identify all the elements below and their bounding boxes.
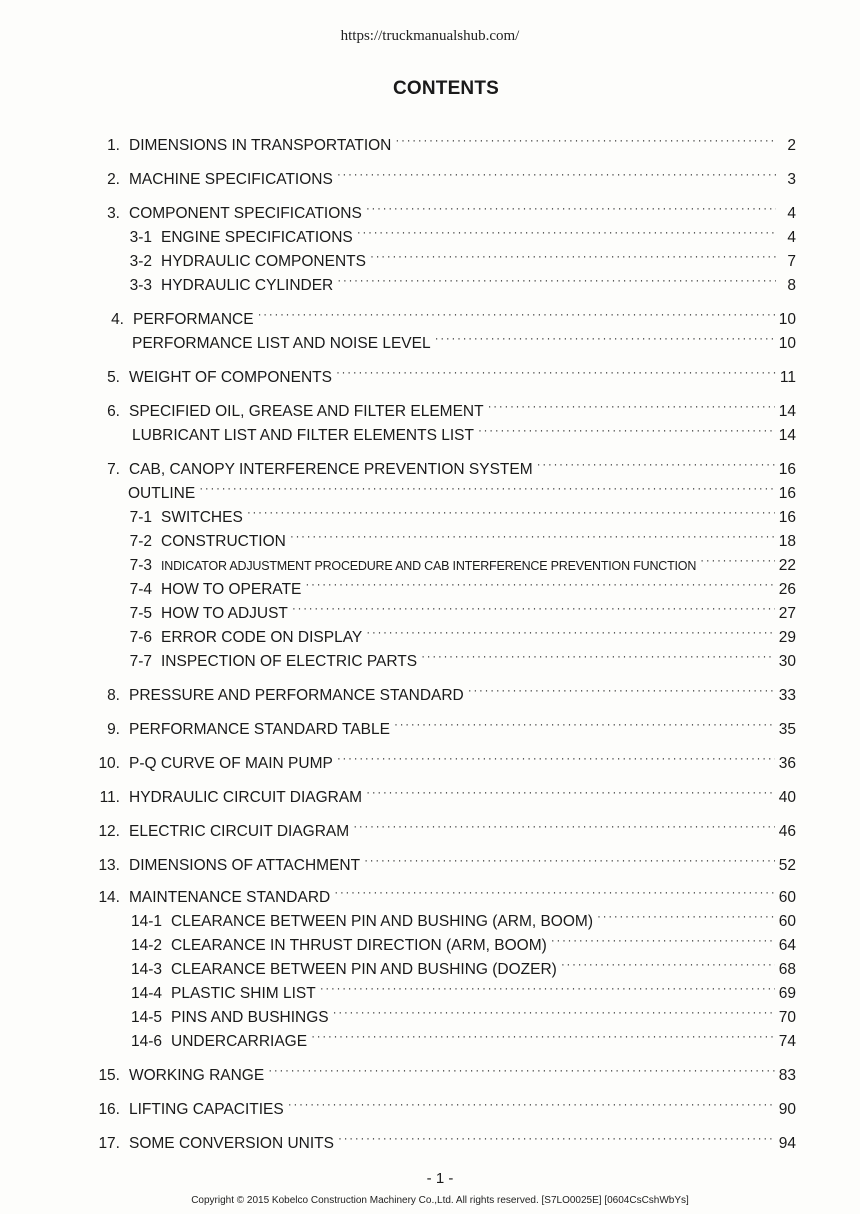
toc-entry-title: UNDERCARRIAGE [171, 1033, 308, 1050]
toc-entry[interactable] [128, 270, 796, 296]
toc-entry-page: 69 [778, 985, 796, 1002]
dot-leader [247, 502, 775, 522]
toc-entry-title: ELECTRIC CIRCUIT DIAGRAM [129, 823, 350, 840]
toc-entry[interactable] [130, 906, 796, 932]
toc-entry-title: CLEARANCE IN THRUST DIRECTION (ARM, BOOM) [171, 937, 547, 954]
toc-entry-number: 3-3 [129, 277, 152, 294]
toc-entry-number: 14-1 [130, 913, 162, 930]
toc-entry-page: 33 [778, 687, 796, 704]
toc-entry[interactable] [128, 246, 796, 272]
toc-entry-page: 30 [778, 653, 796, 670]
toc-entry-title: LUBRICANT LIST AND FILTER ELEMENTS LIST [132, 427, 474, 444]
toc-entry-number: 7-4 [129, 581, 152, 598]
toc-entry-title: ENGINE SPECIFICATIONS [161, 229, 353, 246]
toc-entry[interactable] [128, 646, 796, 672]
toc-entry[interactable] [130, 978, 796, 1004]
dot-leader [435, 328, 775, 348]
toc-entry-title: CONSTRUCTION [161, 533, 286, 550]
toc-entry[interactable] [96, 1094, 796, 1120]
toc-entry-number: 1. [107, 137, 120, 154]
toc-entry-number: 5. [107, 369, 120, 386]
toc-entry[interactable] [104, 304, 796, 330]
toc-entry[interactable] [128, 526, 796, 552]
toc-entry-number: 2. [107, 171, 120, 188]
toc-entry-title: HOW TO OPERATE [161, 581, 302, 598]
toc-entry[interactable] [128, 502, 796, 528]
toc-entry-number: 6. [107, 403, 120, 420]
toc-entry-page: 14 [778, 427, 796, 444]
toc-entry-number: 3-2 [129, 253, 152, 270]
dot-leader [268, 1060, 775, 1080]
toc-entry-page: 4 [787, 229, 796, 246]
toc-entry-page: 14 [778, 403, 796, 420]
toc-entry-page: 26 [778, 581, 796, 598]
dot-leader [288, 1094, 775, 1114]
toc-entry-number: 14-6 [130, 1033, 162, 1050]
dot-leader [394, 714, 775, 734]
toc-entry[interactable] [96, 1060, 796, 1086]
toc-entry-number: 7-2 [129, 533, 152, 550]
toc-entry-page: 68 [778, 961, 796, 978]
toc-entry[interactable] [130, 930, 796, 956]
toc-entry-title: PRESSURE AND PERFORMANCE STANDARD [129, 687, 464, 704]
toc-entry[interactable] [96, 882, 796, 908]
toc-entry[interactable] [130, 1002, 796, 1028]
dot-leader [700, 550, 775, 570]
toc-entry-number: 7-3 [129, 557, 152, 574]
toc-entry-page: 70 [778, 1009, 796, 1026]
dot-leader [366, 622, 774, 642]
toc-entry-number: 12. [98, 823, 120, 840]
toc-entry-title: HYDRAULIC CYLINDER [161, 277, 334, 294]
toc-entry[interactable] [96, 1128, 796, 1154]
toc-entry-page: 7 [787, 253, 796, 270]
toc-entry-title: ERROR CODE ON DISPLAY [161, 629, 363, 646]
dot-leader [334, 882, 775, 902]
toc-entry-title: WEIGHT OF COMPONENTS [129, 369, 332, 386]
toc-entry-number: 4. [111, 311, 124, 328]
toc-entry-title: CLEARANCE BETWEEN PIN AND BUSHING (ARM, BOOM) [171, 913, 593, 930]
toc-entry[interactable] [128, 222, 796, 248]
dot-leader [364, 850, 775, 870]
toc-entry[interactable] [130, 1026, 796, 1052]
toc-entry-number: 9. [107, 721, 120, 738]
toc-entry[interactable] [96, 850, 796, 876]
toc-entry-page: 2 [787, 137, 796, 154]
toc-entry[interactable] [100, 454, 796, 480]
toc-entry-number: 14-2 [130, 937, 162, 954]
copyright-notice: Copyright © 2015 Kobelco Construction Machinery Co.,Ltd. All rights reserved. [S7LO0025E] [0604CsCshWbYs] [191, 1195, 689, 1206]
dot-leader [338, 1128, 775, 1148]
toc-entry[interactable] [130, 954, 796, 980]
toc-entry-number: 7-1 [129, 509, 152, 526]
toc-entry-number: 14. [98, 889, 120, 906]
toc-entry-title: MACHINE SPECIFICATIONS [129, 171, 333, 188]
toc-entry-page: 74 [778, 1033, 796, 1050]
toc-entry-title: MAINTENANCE STANDARD [129, 889, 331, 906]
toc-entry-number: 8. [107, 687, 120, 704]
dot-leader [320, 978, 775, 998]
toc-entry-page: 16 [778, 485, 796, 502]
toc-entry-title: PLASTIC SHIM LIST [171, 985, 316, 1002]
page-title: CONTENTS [392, 78, 500, 99]
dot-leader [537, 454, 775, 474]
toc-entry[interactable] [100, 362, 796, 388]
dot-leader [551, 930, 775, 950]
toc-entry-title: CAB, CANOPY INTERFERENCE PREVENTION SYSTEM [129, 461, 533, 478]
toc-entry-title: INSPECTION OF ELECTRIC PARTS [161, 653, 418, 670]
toc-entry-title: SPECIFIED OIL, GREASE AND FILTER ELEMENT [129, 403, 484, 420]
toc-entry-page: 83 [778, 1067, 796, 1084]
toc-entry-title: DIMENSIONS IN TRANSPORTATION [129, 137, 392, 154]
toc-entry-number: 14-5 [130, 1009, 162, 1026]
toc-entry[interactable] [128, 478, 796, 504]
dot-leader [395, 130, 776, 150]
dot-leader [337, 164, 776, 184]
toc-entry[interactable] [128, 622, 796, 648]
toc-entry[interactable] [132, 420, 796, 446]
dot-leader [468, 680, 775, 700]
dot-leader [337, 748, 775, 768]
toc-entry[interactable] [96, 816, 796, 842]
toc-entry-title: DIMENSIONS OF ATTACHMENT [129, 857, 361, 874]
toc-entry[interactable] [96, 748, 796, 774]
toc-entry[interactable] [100, 680, 796, 706]
toc-entry-page: 18 [778, 533, 796, 550]
toc-entry-page: 16 [778, 461, 796, 478]
toc-entry-number: 14-3 [130, 961, 162, 978]
toc-entry-number: 7-6 [129, 629, 152, 646]
toc-entry-title: PERFORMANCE LIST AND NOISE LEVEL [132, 335, 431, 352]
toc-entry-title: LIFTING CAPACITIES [129, 1101, 284, 1118]
toc-entry-title: COMPONENT SPECIFICATIONS [129, 205, 362, 222]
toc-entry-number: 10. [98, 755, 120, 772]
toc-entry[interactable] [128, 550, 796, 576]
toc-entry-number: 14-4 [130, 985, 162, 1002]
toc-entry-page: 4 [787, 205, 796, 222]
toc-entry-page: 22 [778, 557, 796, 574]
toc-entry-number: 7-5 [129, 605, 152, 622]
dot-leader [488, 396, 775, 416]
toc-entry-page: 27 [778, 605, 796, 622]
toc-entry-number: 16. [98, 1101, 120, 1118]
source-url[interactable]: https://truckmanualshub.com/ [340, 28, 520, 44]
toc-entry-number: 15. [98, 1067, 120, 1084]
toc-entry-page: 10 [778, 335, 796, 352]
dot-leader [311, 1026, 775, 1046]
toc-entry[interactable] [100, 198, 796, 224]
toc-entry[interactable] [128, 598, 796, 624]
dot-leader [337, 270, 776, 290]
toc-entry-title: HOW TO ADJUST [161, 605, 288, 622]
toc-entry-title: HYDRAULIC CIRCUIT DIAGRAM [129, 789, 363, 806]
toc-entry-title: OUTLINE [128, 485, 196, 502]
toc-entry-number: 3-1 [129, 229, 152, 246]
toc-entry-number: 11. [99, 789, 120, 806]
toc-entry[interactable] [132, 328, 796, 354]
dot-leader [292, 598, 775, 618]
toc-entry-number: 17. [98, 1135, 120, 1152]
dot-leader [336, 362, 776, 382]
toc-entry-page: 35 [778, 721, 796, 738]
toc-entry-page: 40 [778, 789, 796, 806]
toc-entry-title: SWITCHES [161, 509, 243, 526]
toc-entry[interactable] [100, 130, 796, 156]
toc-entry-number: 3. [107, 205, 120, 222]
dot-leader [357, 222, 776, 242]
toc-entry-page: 52 [778, 857, 796, 874]
dot-leader [353, 816, 775, 836]
dot-leader [561, 954, 775, 974]
toc-entry-page: 90 [778, 1101, 796, 1118]
toc-entry[interactable] [128, 574, 796, 600]
toc-entry-title: WORKING RANGE [129, 1067, 265, 1084]
dot-leader [199, 478, 775, 498]
dot-leader [333, 1002, 775, 1022]
dot-leader [597, 906, 775, 926]
toc-entry-number: 13. [98, 857, 120, 874]
dot-leader [366, 198, 776, 218]
toc-entry[interactable] [100, 396, 796, 422]
toc-entry-page: 3 [787, 171, 796, 188]
dot-leader [305, 574, 774, 594]
dot-leader [370, 246, 776, 266]
toc-entry-page: 8 [787, 277, 796, 294]
toc-entry-title: P-Q CURVE OF MAIN PUMP [129, 755, 333, 772]
toc-entry-number: 7. [107, 461, 120, 478]
toc-entry-title: PERFORMANCE STANDARD TABLE [129, 721, 390, 738]
toc-entry-page: 46 [778, 823, 796, 840]
toc-entry-title: CLEARANCE BETWEEN PIN AND BUSHING (DOZER) [171, 961, 557, 978]
page-number: - 1 - [426, 1170, 454, 1187]
toc-entry[interactable] [96, 782, 796, 808]
toc-entry-page: 94 [778, 1135, 796, 1152]
dot-leader [290, 526, 775, 546]
toc-entry-page: 29 [778, 629, 796, 646]
toc-entry-title: PERFORMANCE [133, 311, 254, 328]
dot-leader [478, 420, 775, 440]
dot-leader [366, 782, 775, 802]
toc-entry-page: 60 [778, 913, 796, 930]
toc-entry-number: 7-7 [129, 653, 152, 670]
toc-entry-title: PINS AND BUSHINGS [171, 1009, 329, 1026]
toc-entry-title: INDICATOR ADJUSTMENT PROCEDURE AND CAB INTERFERENCE PREVENTION FUNCTION [161, 559, 697, 573]
toc-entry-page: 36 [778, 755, 796, 772]
toc-entry-page: 10 [778, 311, 796, 328]
toc-entry-page: 16 [778, 509, 796, 526]
toc-entry[interactable] [100, 714, 796, 740]
toc-entry-title: HYDRAULIC COMPONENTS [161, 253, 366, 270]
dot-leader [421, 646, 775, 666]
toc-entry-page: 60 [778, 889, 796, 906]
toc-entry-page: 64 [778, 937, 796, 954]
toc-entry[interactable] [100, 164, 796, 190]
toc-entry-title: SOME CONVERSION UNITS [129, 1135, 334, 1152]
dot-leader [258, 304, 775, 324]
toc-entry-page: 11 [779, 369, 796, 386]
